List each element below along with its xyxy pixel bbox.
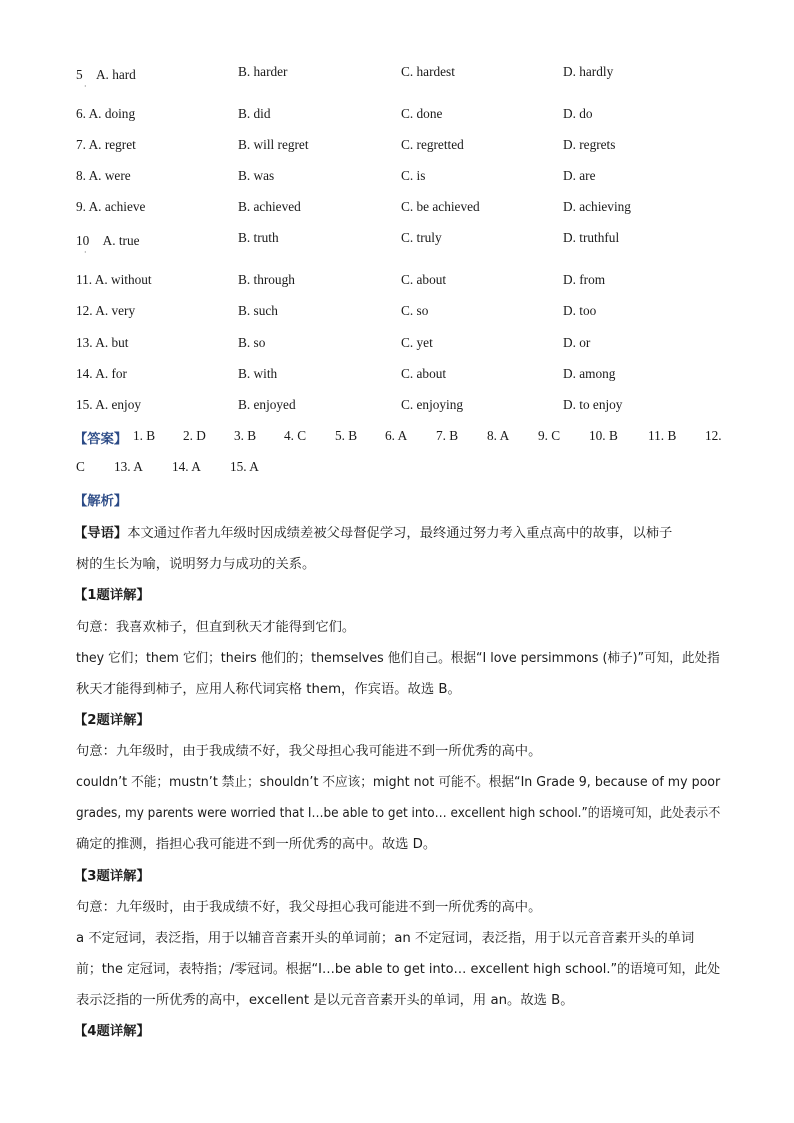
q3-meaning: 句意：九年级时，由于我成绩不好，我父母担心我可能进不到一所优秀的高中。 xyxy=(76,900,542,915)
option-a: 7. A. regret xyxy=(76,137,136,152)
answer-item: 8. A xyxy=(487,428,510,443)
option-b: B. enjoyed xyxy=(238,397,296,412)
answer-item: 4. C xyxy=(284,428,307,443)
option-row-11 xyxy=(0,272,794,292)
q2-line-2: grades, my parents were worried that I…be able to get into… excellent high school.”的语境可知，此处表示不 xyxy=(76,806,721,821)
option-d: D. hardly xyxy=(563,64,614,79)
option-a: 11. A. without xyxy=(76,272,152,287)
option-a: 9. A. achieve xyxy=(76,199,146,214)
option-b: B. so xyxy=(238,335,266,350)
answer-item: 6. A xyxy=(385,428,408,443)
answer-item: 9. C xyxy=(538,428,561,443)
option-b: B. achieved xyxy=(238,199,301,214)
intro-line-1 xyxy=(74,522,672,541)
answer-item: 13. A xyxy=(114,459,143,474)
option-row-8 xyxy=(0,168,794,188)
option-d: D. regrets xyxy=(563,137,616,152)
option-c: C. is xyxy=(401,168,426,183)
option-c: C. done xyxy=(401,106,443,121)
option-d: D. among xyxy=(563,366,616,381)
answer-item: 5. B xyxy=(335,428,358,443)
option-d: D. from xyxy=(563,272,606,287)
option-d: D. achieving xyxy=(563,199,631,214)
answer-row xyxy=(0,459,794,479)
option-a: 10 A. true xyxy=(76,233,140,248)
option-c: C. so xyxy=(401,303,429,318)
option-row-6 xyxy=(0,106,794,126)
option-c: C. hardest xyxy=(401,64,455,79)
option-b: B. with xyxy=(238,366,278,381)
option-b: B. will regret xyxy=(238,137,309,152)
option-b: B. was xyxy=(238,168,275,183)
option-b: B. through xyxy=(238,272,295,287)
option-c: C. about xyxy=(401,366,447,381)
answer-item: 2. D xyxy=(183,428,206,443)
answer-item: 3. B xyxy=(234,428,257,443)
answer-item: 1. B xyxy=(133,428,156,443)
q3-title: 【3题详解】 xyxy=(74,869,150,884)
option-c: C. about xyxy=(401,272,447,287)
option-row-7 xyxy=(0,137,794,157)
answer-item: 10. B xyxy=(589,428,618,443)
option-row-9 xyxy=(0,199,794,219)
option-a: 12. A. very xyxy=(76,303,136,318)
q3-line-3: 表示泛指的一所优秀的高中，excellent 是以元音音素开头的单词，用 an。故选 B。 xyxy=(76,993,574,1008)
option-d: D. truthful xyxy=(563,230,620,245)
option-b: B. harder xyxy=(238,64,288,79)
intro-text: 本文通过作者九年级时因成绩差被父母督促学习，最终通过努力考入重点高中的故事，以柿子 xyxy=(127,526,673,541)
option-d: D. are xyxy=(563,168,596,183)
option-d: D. or xyxy=(563,335,591,350)
option-c: C. truly xyxy=(401,230,442,245)
option-a: 13. A. but xyxy=(76,335,129,350)
option-c: C. yet xyxy=(401,335,433,350)
option-row-15 xyxy=(0,397,794,417)
q4-title: 【4题详解】 xyxy=(74,1024,150,1039)
option-a: 14. A. for xyxy=(76,366,127,381)
q1-title: 【1题详解】 xyxy=(74,588,150,603)
q2-meaning: 句意：九年级时，由于我成绩不好，我父母担心我可能进不到一所优秀的高中。 xyxy=(76,744,542,759)
option-d: D. to enjoy xyxy=(563,397,623,412)
q3-line-2: 前；the 定冠词，表特指；/零冠词。根据“I…be able to get into… excellent high school.”的语境可知，此处 xyxy=(76,962,721,977)
option-b: B. such xyxy=(238,303,278,318)
q2-line-3: 确定的推测，指担心我可能进不到一所优秀的高中。故选 D。 xyxy=(76,837,437,852)
answer-item: 14. A xyxy=(172,459,201,474)
option-a: 6. A. doing xyxy=(76,106,136,121)
option-row-14 xyxy=(0,366,794,386)
option-c: C. enjoying xyxy=(401,397,464,412)
intro-label: 【导语】 xyxy=(74,526,128,541)
q1-line-1: they 它们；them 它们；theirs 他们的；themselves 他们自己。根据“I love persimmons (柿子)”可知，此处指 xyxy=(76,651,720,666)
option-row-13 xyxy=(0,335,794,355)
q3-line-1: a 不定冠词，表泛指，用于以辅音音素开头的单词前；an 不定冠词，表泛指，用于以元音音素开头的单词 xyxy=(76,931,695,946)
answer-item: 12. xyxy=(705,428,722,443)
q2-title: 【2题详解】 xyxy=(74,713,150,728)
answer-item: 15. A xyxy=(230,459,259,474)
option-c: C. be achieved xyxy=(401,199,480,214)
q1-meaning: 句意：我喜欢柿子，但直到秋天才能得到它们。 xyxy=(76,620,356,635)
decorative-dot: · xyxy=(84,82,87,91)
option-a: 8. A. were xyxy=(76,168,131,183)
option-row-10 xyxy=(0,230,794,250)
intro-line-2: 树的生长为喻，说明努力与成功的关系。 xyxy=(76,557,316,572)
answer-item: 7. B xyxy=(436,428,459,443)
analysis-label: 【解析】 xyxy=(74,494,128,509)
answer-item: 11. B xyxy=(648,428,677,443)
q2-line-1: couldn’t 不能；mustn’t 禁止；shouldn’t 不应该；might not 可能不。根据“In Grade 9, because of my poor xyxy=(76,775,721,790)
answer-item: C xyxy=(76,459,85,474)
option-b: B. did xyxy=(238,106,271,121)
answer-label: 【答案】 xyxy=(74,432,128,447)
option-d: D. do xyxy=(563,106,593,121)
q1-line-2: 秋天才能得到柿子，应用人称代词宾格 them，作宾语。故选 B。 xyxy=(76,682,461,697)
option-a: 5 A. hard xyxy=(76,67,136,82)
option-b: B. truth xyxy=(238,230,279,245)
option-d: D. too xyxy=(563,303,597,318)
option-row-12 xyxy=(0,303,794,323)
option-a: 15. A. enjoy xyxy=(76,397,142,412)
answer-row xyxy=(0,428,794,448)
option-c: C. regretted xyxy=(401,137,464,152)
decorative-dot: · xyxy=(84,248,87,257)
option-row-5 xyxy=(0,64,794,84)
